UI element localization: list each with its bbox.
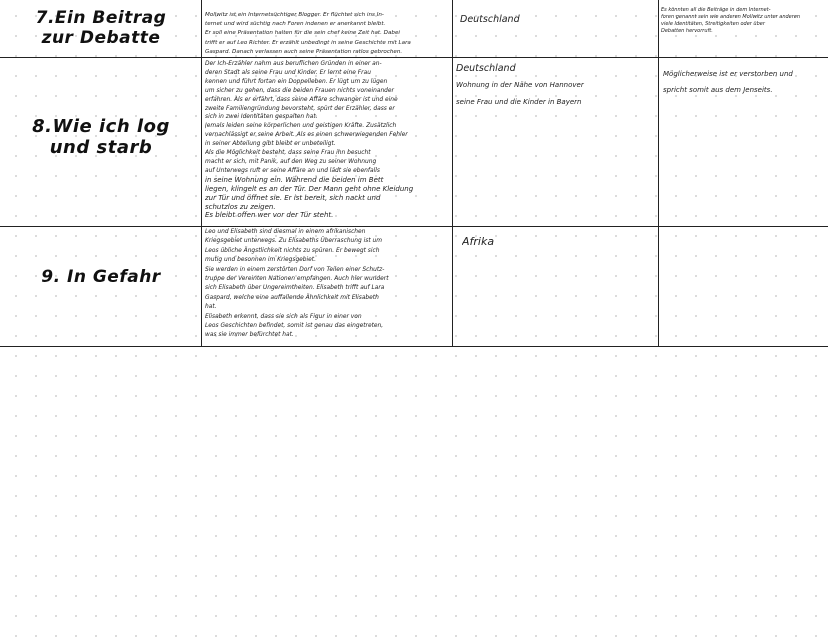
summary-line: deren Stadt als seine Frau und Kinder. Er lernt eine Frau — [205, 69, 371, 76]
summary-line: um sicher zu gehen, dass die beiden Frauen nichts voneinander — [205, 87, 394, 94]
column-divider — [658, 0, 659, 346]
summary-line: Der Ich-Erzähler nahm aus beruflichen Gründen in einer an- — [205, 61, 382, 67]
summary-line: Als die Möglichkeit besteht, dass seine Frau ihn besucht — [205, 150, 371, 157]
summary-line: was sie immer befürchtet hat. — [205, 332, 294, 339]
summary-line: sich Elisabeth über Ungereimtheiten. Elisabeth trifft auf Lara — [205, 285, 385, 292]
summary-line: kennen und führt fortan ein Doppelleben. Er lügt um zu lügen — [205, 78, 388, 85]
summary-line: ternet und wird süchtig nach Foren indenen er anerkannt bleibt. — [205, 21, 386, 28]
summary-line: zweite Familiengründung bevorsteht, spürt der Erzähler, dass er — [205, 105, 395, 112]
note-line: viele Identitäten, Streitigkeiten oder über — [661, 21, 765, 27]
summary-line: erfahren. Als er erfährt, dass seine Affäre schwanger ist und eine — [205, 96, 398, 103]
summary-line: Gaspard, welche eine auffallende Ähnlichkeit mit Elisabeth — [205, 294, 379, 301]
summary-line: Er soll eine Präsentation halten für die sein chef keine Zeit hat. Dabei — [205, 30, 400, 37]
summary-line: Jemals leiden seine körperlichen und geistigen Kräfte. Zusätzlich — [205, 123, 397, 130]
summary-line: mutig und besonnen im Kriegsgebiet. — [205, 257, 316, 264]
summary-line: in seiner Abteilung gibt bleibt er unbeteiligt. — [205, 141, 336, 148]
row-divider — [0, 346, 828, 347]
place-entry: Deutschland — [456, 63, 516, 74]
chapter-places — [462, 235, 652, 249]
summary-line: Leos übliche Ängstlichkeit nichts zu spüren. Er bewegt sich — [205, 247, 380, 254]
column-divider — [201, 0, 202, 346]
chapter-summary — [205, 228, 449, 341]
summary-line: auf Unterwegs ruft er seine Affäre an und lädt sie ebenfalls — [205, 167, 380, 174]
chapter-places — [456, 62, 656, 109]
chapter-summary — [205, 11, 449, 57]
note-line: Möglicherweise ist er verstorben und — [663, 70, 793, 78]
chapter-notes — [661, 7, 826, 35]
summary-line: Elisabeth erkennt, dass sie sich als Figur in einer von — [205, 313, 362, 320]
summary-line: Es bleibt offen wer vor der Tür steht. — [205, 211, 334, 220]
summary-line: trifft er auf Leo Richter. Er erzählt unbedingt in seine Geschichte mit Lara — [205, 39, 411, 46]
note-line: spricht somit aus dem Jenseits. — [663, 86, 773, 94]
summary-line: Gaspard. Danach verlassen auch seine Präsentation ratlos gebrochen. — [205, 48, 403, 55]
chapter-title: 8.Wie ich log und starb — [32, 116, 170, 158]
summary-line: Leos Geschichten befindet, somit ist genau das eingetreten, — [205, 323, 384, 330]
chapter-notes — [663, 66, 826, 98]
summary-line: Kriegsgebiet unterwegs. Zu Elisabeths Überraschung ist um — [205, 238, 382, 245]
summary-line: schutzlos zu zeigen. — [205, 202, 276, 211]
summary-line: hat. — [205, 304, 217, 311]
summary-line: truppe der Vereinten Nationen empfangen. Auch hier wundert — [205, 276, 389, 283]
summary-line: in seine Wohnung ein. Während die beiden im Bett — [205, 175, 384, 184]
summary-line: zur Tür und öffnet sie. Er ist bereit, sich nackt und — [205, 193, 381, 202]
summary-line: Leo und Elisabeth sind diesmal in einem afrikanischen — [205, 229, 366, 235]
place-entry: Afrika — [462, 235, 495, 248]
place-entry: Deutschland — [460, 14, 520, 25]
summary-line: vernachlässigt er seine Arbeit. Als es einen schwerwiegenden Fehler — [205, 132, 408, 139]
row-divider — [0, 226, 828, 227]
note-line: foren genannt sein wie anderen Mollwitz unter anderen — [661, 14, 801, 20]
summary-line: sich in zwei Identitäten gespalten hat. — [205, 114, 318, 121]
chapter-summary — [205, 60, 449, 220]
chapter-title: 7.Ein Beitrag zur Debatte — [35, 8, 167, 48]
summary-line: macht er sich, mit Panik, auf den Weg zu seiner Wohnung — [205, 158, 377, 165]
note-line: Debatten hervorruft. — [661, 28, 713, 34]
place-entry: Wohnung in der Nähe von Hannover — [456, 81, 584, 89]
chapter-title: 9. In Gefahr — [41, 267, 161, 287]
summary-line: liegen, klingelt es an der Tür. Der Mann geht ohne Kleidung — [205, 184, 414, 193]
column-divider — [452, 0, 453, 346]
chapter-places — [460, 13, 652, 27]
summary-line: Sie werden in einem zerstörten Dorf von Teilen einer Schutz- — [205, 266, 385, 273]
summary-line: Mollwitz ist ein Internetsüchtiger Blogger. Er flüchtet sich ins In- — [205, 12, 384, 18]
place-entry: seine Frau und die Kinder in Bayern — [456, 98, 582, 106]
row-divider — [0, 57, 828, 58]
note-line: Es könnten all die Beiträge in dem Internet- — [661, 7, 771, 13]
